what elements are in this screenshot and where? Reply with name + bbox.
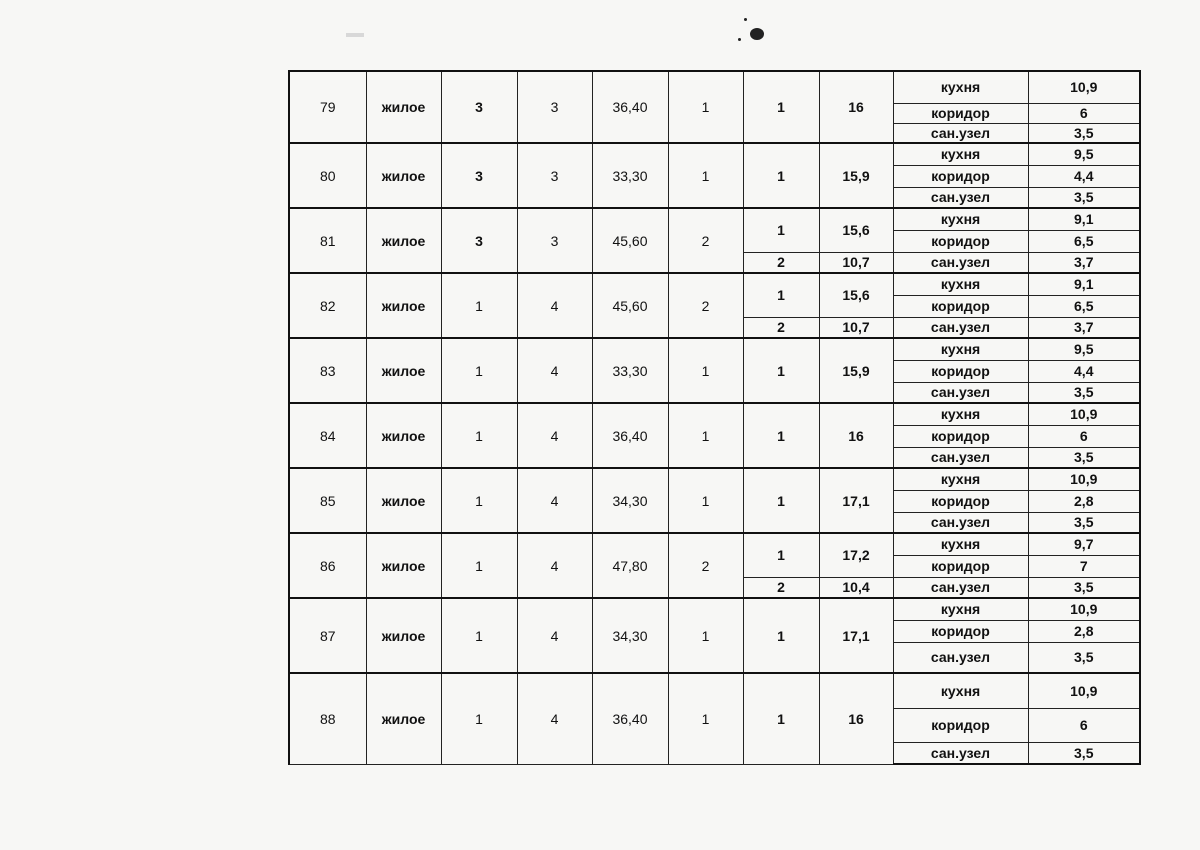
column-4-cell: 4 xyxy=(517,273,592,338)
table-row xyxy=(289,673,1140,708)
column-4-cell: 4 xyxy=(517,598,592,673)
column-3-cell: 1 xyxy=(441,598,517,673)
column-4-cell: 4 xyxy=(517,338,592,403)
table-row xyxy=(289,533,1140,555)
aux-room-area-cell: 3,5 xyxy=(1028,187,1140,208)
apartment-number-cell: 84 xyxy=(289,403,366,468)
aux-room-name-cell: сан.узел xyxy=(893,642,1028,673)
aux-room-name-cell: кухня xyxy=(893,338,1028,360)
aux-room-name-cell: кухня xyxy=(893,673,1028,708)
aux-room-area-cell: 3,5 xyxy=(1028,742,1140,764)
aux-room-area-cell: 10,9 xyxy=(1028,598,1140,620)
aux-room-name-cell: кухня xyxy=(893,143,1028,165)
room-index-cell: 1 xyxy=(743,71,819,143)
aux-room-area-cell: 9,1 xyxy=(1028,273,1140,295)
aux-room-name-cell: кухня xyxy=(893,71,1028,103)
room-index-cell: 2 xyxy=(743,252,819,273)
column-3-cell: 1 xyxy=(441,403,517,468)
column-3-cell: 1 xyxy=(441,673,517,764)
apartment-number-cell: 86 xyxy=(289,533,366,598)
room-index-cell: 1 xyxy=(743,533,819,577)
room-area-cell: 15,6 xyxy=(819,208,893,252)
room-area-cell: 10,7 xyxy=(819,252,893,273)
apartment-number-cell: 85 xyxy=(289,468,366,533)
aux-room-area-cell: 6,5 xyxy=(1028,230,1140,252)
aux-room-area-cell: 3,7 xyxy=(1028,317,1140,338)
aux-room-name-cell: коридор xyxy=(893,103,1028,123)
total-area-cell: 33,30 xyxy=(592,338,668,403)
scan-speck xyxy=(738,38,741,41)
premises-type-cell: жилое xyxy=(366,338,441,403)
aux-room-name-cell: сан.узел xyxy=(893,187,1028,208)
apartment-number-cell: 81 xyxy=(289,208,366,273)
aux-room-area-cell: 2,8 xyxy=(1028,490,1140,512)
column-4-cell: 4 xyxy=(517,403,592,468)
aux-room-area-cell: 7 xyxy=(1028,555,1140,577)
aux-room-name-cell: сан.узел xyxy=(893,577,1028,598)
room-count-cell: 1 xyxy=(668,598,743,673)
scan-mark xyxy=(346,33,364,37)
room-index-cell: 1 xyxy=(743,143,819,208)
aux-room-area-cell: 9,7 xyxy=(1028,533,1140,555)
column-4-cell: 3 xyxy=(517,143,592,208)
apartment-row-group xyxy=(289,338,1140,403)
column-4-cell: 4 xyxy=(517,468,592,533)
total-area-cell: 36,40 xyxy=(592,403,668,468)
room-count-cell: 1 xyxy=(668,338,743,403)
aux-room-area-cell: 3,5 xyxy=(1028,382,1140,403)
room-count-cell: 1 xyxy=(668,71,743,143)
apartment-row-group xyxy=(289,533,1140,598)
room-area-cell: 16 xyxy=(819,403,893,468)
aux-room-name-cell: сан.узел xyxy=(893,123,1028,143)
column-3-cell: 1 xyxy=(441,273,517,338)
scan-speck xyxy=(750,28,764,40)
aux-room-area-cell: 6 xyxy=(1028,425,1140,447)
aux-room-name-cell: коридор xyxy=(893,360,1028,382)
apartment-row-group xyxy=(289,143,1140,208)
premises-type-cell: жилое xyxy=(366,468,441,533)
premises-type-cell: жилое xyxy=(366,533,441,598)
table-row xyxy=(289,403,1140,425)
premises-type-cell: жилое xyxy=(366,143,441,208)
apartment-row-group xyxy=(289,468,1140,533)
apartment-number-cell: 83 xyxy=(289,338,366,403)
premises-type-cell: жилое xyxy=(366,273,441,338)
apartment-table xyxy=(288,70,1141,765)
aux-room-name-cell: коридор xyxy=(893,555,1028,577)
column-4-cell: 3 xyxy=(517,71,592,143)
aux-room-name-cell: коридор xyxy=(893,708,1028,742)
apartment-row-group xyxy=(289,71,1140,143)
room-index-cell: 1 xyxy=(743,598,819,673)
aux-room-name-cell: сан.узел xyxy=(893,742,1028,764)
room-index-cell: 1 xyxy=(743,468,819,533)
apartment-row-group xyxy=(289,598,1140,673)
aux-room-area-cell: 3,7 xyxy=(1028,252,1140,273)
room-count-cell: 2 xyxy=(668,533,743,598)
table-row xyxy=(289,338,1140,360)
room-area-cell: 15,9 xyxy=(819,143,893,208)
room-area-cell: 17,2 xyxy=(819,533,893,577)
room-index-cell: 1 xyxy=(743,673,819,764)
column-3-cell: 1 xyxy=(441,468,517,533)
column-3-cell: 3 xyxy=(441,208,517,273)
room-area-cell: 16 xyxy=(819,673,893,764)
aux-room-area-cell: 3,5 xyxy=(1028,577,1140,598)
table-row xyxy=(289,71,1140,103)
aux-room-area-cell: 3,5 xyxy=(1028,123,1140,143)
aux-room-area-cell: 6 xyxy=(1028,103,1140,123)
aux-room-area-cell: 9,5 xyxy=(1028,338,1140,360)
apartment-row-group xyxy=(289,208,1140,273)
column-4-cell: 4 xyxy=(517,533,592,598)
room-count-cell: 1 xyxy=(668,143,743,208)
column-3-cell: 1 xyxy=(441,533,517,598)
apartment-number-cell: 82 xyxy=(289,273,366,338)
premises-type-cell: жилое xyxy=(366,208,441,273)
table-row xyxy=(289,273,1140,295)
scan-speck xyxy=(744,18,747,21)
room-index-cell: 2 xyxy=(743,317,819,338)
room-area-cell: 16 xyxy=(819,71,893,143)
apartment-number-cell: 80 xyxy=(289,143,366,208)
premises-type-cell: жилое xyxy=(366,673,441,764)
aux-room-area-cell: 3,5 xyxy=(1028,447,1140,468)
room-area-cell: 10,4 xyxy=(819,577,893,598)
column-3-cell: 3 xyxy=(441,71,517,143)
aux-room-name-cell: кухня xyxy=(893,598,1028,620)
total-area-cell: 34,30 xyxy=(592,468,668,533)
aux-room-name-cell: кухня xyxy=(893,533,1028,555)
aux-room-name-cell: сан.узел xyxy=(893,382,1028,403)
aux-room-area-cell: 10,9 xyxy=(1028,673,1140,708)
aux-room-name-cell: кухня xyxy=(893,208,1028,230)
room-index-cell: 1 xyxy=(743,208,819,252)
aux-room-name-cell: сан.узел xyxy=(893,252,1028,273)
aux-room-name-cell: коридор xyxy=(893,620,1028,642)
room-count-cell: 1 xyxy=(668,673,743,764)
table-row xyxy=(289,598,1140,620)
apartment-number-cell: 79 xyxy=(289,71,366,143)
room-area-cell: 10,7 xyxy=(819,317,893,338)
apartment-row-group xyxy=(289,673,1140,764)
total-area-cell: 45,60 xyxy=(592,208,668,273)
room-index-cell: 1 xyxy=(743,273,819,317)
aux-room-name-cell: коридор xyxy=(893,490,1028,512)
aux-room-area-cell: 6,5 xyxy=(1028,295,1140,317)
aux-room-area-cell: 9,1 xyxy=(1028,208,1140,230)
room-count-cell: 2 xyxy=(668,208,743,273)
premises-type-cell: жилое xyxy=(366,71,441,143)
aux-room-name-cell: коридор xyxy=(893,165,1028,187)
total-area-cell: 47,80 xyxy=(592,533,668,598)
aux-room-name-cell: сан.узел xyxy=(893,447,1028,468)
aux-room-area-cell: 3,5 xyxy=(1028,642,1140,673)
room-area-cell: 17,1 xyxy=(819,468,893,533)
room-area-cell: 15,6 xyxy=(819,273,893,317)
aux-room-area-cell: 9,5 xyxy=(1028,143,1140,165)
aux-room-name-cell: сан.узел xyxy=(893,317,1028,338)
aux-room-name-cell: коридор xyxy=(893,230,1028,252)
aux-room-name-cell: кухня xyxy=(893,468,1028,490)
aux-room-name-cell: кухня xyxy=(893,403,1028,425)
apartment-number-cell: 88 xyxy=(289,673,366,764)
aux-room-area-cell: 10,9 xyxy=(1028,468,1140,490)
premises-type-cell: жилое xyxy=(366,403,441,468)
table-row xyxy=(289,468,1140,490)
total-area-cell: 36,40 xyxy=(592,673,668,764)
aux-room-name-cell: коридор xyxy=(893,425,1028,447)
room-area-cell: 15,9 xyxy=(819,338,893,403)
apartment-row-group xyxy=(289,273,1140,338)
aux-room-area-cell: 3,5 xyxy=(1028,512,1140,533)
room-index-cell: 2 xyxy=(743,577,819,598)
room-count-cell: 2 xyxy=(668,273,743,338)
aux-room-area-cell: 10,9 xyxy=(1028,403,1140,425)
aux-room-area-cell: 4,4 xyxy=(1028,360,1140,382)
room-area-cell: 17,1 xyxy=(819,598,893,673)
aux-room-name-cell: коридор xyxy=(893,295,1028,317)
aux-room-area-cell: 6 xyxy=(1028,708,1140,742)
room-count-cell: 1 xyxy=(668,403,743,468)
column-4-cell: 4 xyxy=(517,673,592,764)
room-index-cell: 1 xyxy=(743,403,819,468)
total-area-cell: 45,60 xyxy=(592,273,668,338)
aux-room-area-cell: 4,4 xyxy=(1028,165,1140,187)
column-3-cell: 3 xyxy=(441,143,517,208)
aux-room-name-cell: сан.узел xyxy=(893,512,1028,533)
table-row xyxy=(289,208,1140,230)
total-area-cell: 36,40 xyxy=(592,71,668,143)
aux-room-area-cell: 2,8 xyxy=(1028,620,1140,642)
apartment-row-group xyxy=(289,403,1140,468)
room-count-cell: 1 xyxy=(668,468,743,533)
total-area-cell: 33,30 xyxy=(592,143,668,208)
column-3-cell: 1 xyxy=(441,338,517,403)
table-row xyxy=(289,143,1140,165)
premises-type-cell: жилое xyxy=(366,598,441,673)
aux-room-name-cell: кухня xyxy=(893,273,1028,295)
room-index-cell: 1 xyxy=(743,338,819,403)
apartment-number-cell: 87 xyxy=(289,598,366,673)
total-area-cell: 34,30 xyxy=(592,598,668,673)
column-4-cell: 3 xyxy=(517,208,592,273)
aux-room-area-cell: 10,9 xyxy=(1028,71,1140,103)
